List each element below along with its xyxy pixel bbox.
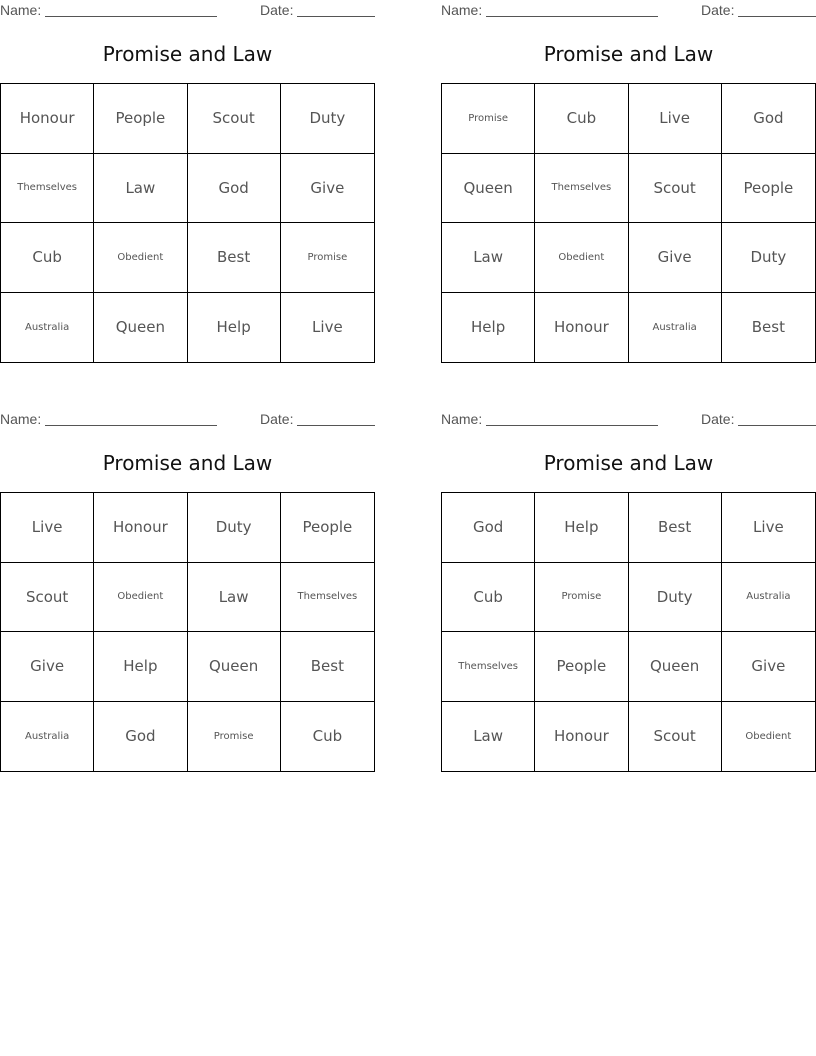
bingo-cell: Duty: [188, 493, 281, 563]
bingo-cell: Help: [535, 493, 628, 563]
bingo-cell: Australia: [1, 702, 94, 772]
bingo-cell: Best: [281, 632, 374, 702]
bingo-cell: Honour: [94, 493, 187, 563]
bingo-cell: Help: [188, 293, 281, 363]
bingo-cell: Obedient: [94, 563, 187, 633]
name-blank-line: [45, 425, 217, 426]
bingo-cell: Australia: [1, 293, 94, 363]
date-blank-line: [738, 16, 816, 17]
bingo-cell: Honour: [535, 702, 628, 772]
bingo-cell: Law: [94, 154, 187, 224]
bingo-cell: Australia: [722, 563, 815, 633]
bingo-cell: Help: [94, 632, 187, 702]
bingo-cell: People: [281, 493, 374, 563]
name-label: Name:: [0, 411, 42, 427]
bingo-grid: [441, 83, 816, 363]
name-label: Name:: [0, 2, 42, 18]
bingo-cell: Law: [442, 223, 535, 293]
date-label: Date:: [701, 2, 735, 18]
name-blank-line: [486, 16, 658, 17]
bingo-cell: Best: [751, 318, 785, 337]
card-title: Promise and Law: [102, 451, 273, 475]
date-blank-line: [738, 425, 816, 426]
bingo-cell: God: [442, 493, 535, 563]
date-blank-line: [297, 16, 375, 17]
bingo-cell: Law: [442, 702, 535, 772]
bingo-cell: Queen: [442, 154, 535, 224]
bingo-cell: God: [94, 702, 187, 772]
bingo-cell: Give: [281, 154, 374, 224]
card-header: [0, 0, 375, 20]
card-title: Promise and Law: [543, 451, 714, 475]
card-header: [441, 0, 816, 20]
bingo-cell: Live: [629, 84, 722, 154]
name-blank-line: [45, 16, 217, 17]
card-header: [0, 409, 375, 429]
bingo-cell: Queen: [629, 632, 722, 702]
bingo-grid: [0, 83, 375, 363]
bingo-cell: Themselves: [442, 632, 535, 702]
bingo-cell: Themselves: [535, 154, 628, 224]
bingo-cell: Promise: [188, 702, 281, 772]
bingo-cell: Live: [722, 493, 815, 563]
name-label: Name:: [441, 2, 483, 18]
card-header: [441, 409, 816, 429]
bingo-cell: Honour: [1, 84, 94, 154]
bingo-cell: Promise: [535, 563, 628, 633]
bingo-cell: Scout: [1, 563, 94, 633]
card-title: Promise and Law: [543, 42, 714, 66]
bingo-cell: Promise: [281, 223, 374, 293]
bingo-cell: Give: [722, 632, 815, 702]
bingo-cell: Give: [1, 632, 94, 702]
bingo-cell: Help: [442, 293, 535, 363]
bingo-cell: Live: [1, 493, 94, 563]
bingo-cell: Australia: [629, 293, 722, 363]
bingo-cell: Duty: [281, 84, 374, 154]
bingo-cell: Queen: [188, 632, 281, 702]
date-label: Date:: [260, 2, 294, 18]
bingo-cell: God: [188, 154, 281, 224]
bingo-cell: Cub: [442, 563, 535, 633]
bingo-cell: Cub: [1, 223, 94, 293]
date-label: Date:: [260, 411, 294, 427]
bingo-cell: Cub: [312, 727, 343, 746]
bingo-grid: [0, 492, 375, 772]
bingo-cell: People: [94, 84, 187, 154]
bingo-cell: Themselves: [1, 154, 94, 224]
bingo-cell: Duty: [629, 563, 722, 633]
bingo-cell: Best: [629, 493, 722, 563]
card-title: Promise and Law: [102, 42, 273, 66]
bingo-cell: People: [722, 154, 815, 224]
bingo-cell: Give: [629, 223, 722, 293]
bingo-cell: Themselves: [281, 563, 374, 633]
bingo-cell: Honour: [535, 293, 628, 363]
bingo-cell: Scout: [188, 84, 281, 154]
bingo-cell: Cub: [535, 84, 628, 154]
bingo-cell: God: [722, 84, 815, 154]
bingo-cell: Obedient: [745, 730, 792, 742]
bingo-cell: Duty: [722, 223, 815, 293]
name-blank-line: [486, 425, 658, 426]
bingo-cell: Scout: [629, 702, 722, 772]
bingo-cell: Scout: [629, 154, 722, 224]
name-label: Name:: [441, 411, 483, 427]
bingo-cell: Obedient: [535, 223, 628, 293]
bingo-cell: Promise: [442, 84, 535, 154]
bingo-cell: Law: [188, 563, 281, 633]
bingo-cell: Live: [312, 318, 343, 337]
bingo-grid: [441, 492, 816, 772]
date-label: Date:: [701, 411, 735, 427]
bingo-cell: People: [535, 632, 628, 702]
bingo-cell: Obedient: [94, 223, 187, 293]
bingo-cell: Best: [188, 223, 281, 293]
bingo-cell: Queen: [94, 293, 187, 363]
date-blank-line: [297, 425, 375, 426]
